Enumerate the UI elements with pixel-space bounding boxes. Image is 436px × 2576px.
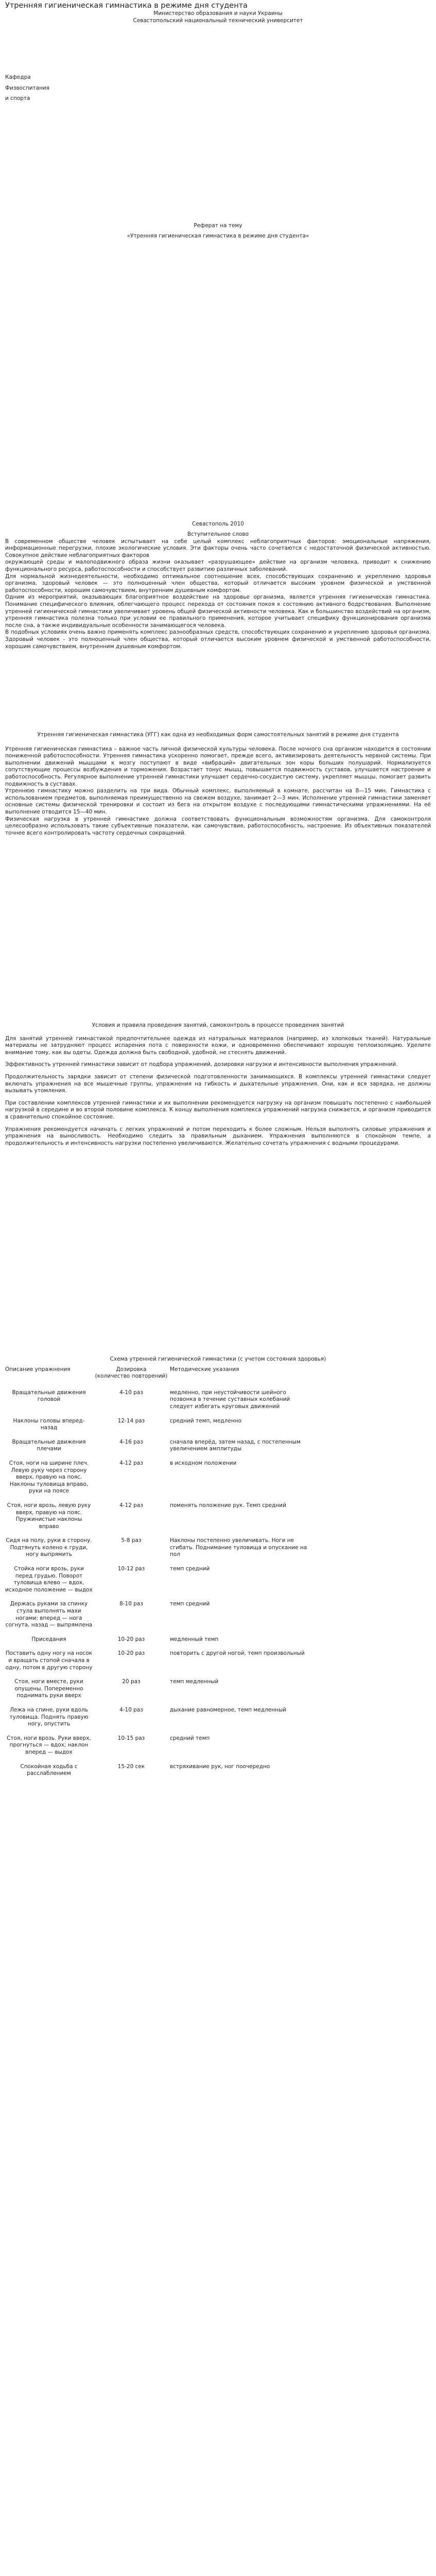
table-row: [5, 1764, 314, 1785]
exercise-cell: Стоя, ноги вместе, руки опущены. Попеременно поднимать руки вверх: [14, 1679, 83, 1699]
report-topic-title: «Утренняя гигиеническая гимнастика в режиме дня студента»: [127, 232, 309, 239]
notes-cell: медленно, при неустойчивости шейного позвонка в течение суставных колебаний следует избегать круговых движений: [170, 1389, 290, 1410]
paragraph: Продолжительность зарядки зависит от степени физической подготовленности занимающихся. В комплексы утренней гимнастики следует включать упражнения на все мышечные группы, упражнения на гибкость и дыхательные упражнения. Они, как и вся зарядка, не должны вызывать утомления.: [5, 1073, 431, 1094]
department-label: и спорта: [5, 95, 30, 102]
notes-cell: сначала вперёд, затем назад, с постепенным увеличением амплитуды: [170, 1438, 301, 1452]
paragraph: Утреннюю гимнастику можно разделить на три вида. Обычный комплекс, выполняемый в комнате, рассчитан на 8—15 мин. Гимнастика с использованием предметов, выполняемая преимущественно на свежем воздухе, занимает 2—3 мин. Исполнение утренней гимнастики заменяет основные системы физической тренировки и состоит из бега на открытом воздухе с последующими гимнастическими упражнениями. На её выполнение отводится 15—40 мин.: [5, 788, 431, 815]
intro-section: [5, 531, 431, 650]
paragraph: Эффективность утренней гимнастики зависит от подбора упражнений, дозировки нагрузки и интенсивности выполнения упражнений.: [5, 1061, 398, 1068]
intro-heading: Вступительное слово: [187, 531, 249, 537]
notes-cell: средний темп: [170, 1735, 210, 1741]
department-labels: [5, 74, 431, 103]
section-ugg: [5, 732, 431, 837]
dosage-cell: 10-20 раз: [117, 1636, 145, 1642]
dosage-cell: 4-12 раз: [119, 1502, 143, 1509]
section-heading: Условия и правила проведения занятий, самоконтроль в процессе проведения занятий: [92, 1022, 344, 1028]
column-header-exercise: Описание упражнения: [5, 1366, 71, 1372]
notes-cell: поменять положение рук. Темп средний: [170, 1502, 286, 1509]
notes-cell: медленный темп: [170, 1636, 219, 1642]
section-heading: Утренняя гигиеническая гимнастика (УГГ) как одна из необходимых форм самостоятельных занятий в режиме дня студента: [37, 732, 399, 738]
report-kind: Реферат на тему: [194, 223, 242, 229]
exercise-cell: Наклоны головы вперед-назад: [13, 1417, 85, 1431]
table-row: [5, 1707, 314, 1735]
dosage-cell: 4-16 раз: [119, 1438, 143, 1445]
dosage-cell: 4-12 раз: [119, 1460, 143, 1466]
city-year-text: Севастополь 2010: [192, 521, 244, 527]
exercise-cell: Стойка ноги врозь, руки перед грудью. Поворот туловища влево — вдох, исходное положение — выдох: [5, 1566, 93, 1593]
exercise-cell: Вращательные движения плечами: [12, 1438, 86, 1452]
column-header-dosage: Дозировка: [116, 1366, 147, 1372]
paragraph: В современном обществе человек испытывает на себе целый комплекс неблагоприятных факторов: эмоциональные напряжения, информационные перегрузки, плохие экологические условия. Эти факторы очень часто сочетаются с недостаточной физической активностью. Совокупное действие неблагоприятных факторов: [5, 538, 431, 558]
column-subheader-dosage: (количество повторений): [95, 1373, 168, 1380]
dosage-cell: 5-8 раз: [121, 1537, 142, 1544]
notes-cell: темп средний: [170, 1566, 210, 1572]
exercise-cell: Спокойная ходьба с расслаблением: [20, 1763, 78, 1777]
notes-cell: встряхивание рук, ног поочередно: [170, 1763, 270, 1770]
table-row: [5, 1679, 314, 1707]
dosage-cell: 8-10 раз: [119, 1601, 143, 1607]
column-header-notes: Методические указания: [170, 1366, 239, 1372]
notes-cell: в исходном положении: [170, 1460, 237, 1466]
exercise-cell: Лежа на спине, руки вдоль туловища. Поднять правую ногу, опустить: [9, 1706, 89, 1727]
dosage-cell: 12-14 раз: [117, 1417, 145, 1424]
table-row: [5, 1418, 314, 1439]
dosage-cell: 10-15 раз: [117, 1735, 145, 1741]
table-row: [5, 1650, 314, 1679]
notes-cell: темп медленный: [170, 1679, 219, 1685]
notes-cell: темп средний: [170, 1601, 210, 1607]
document-header: [5, 1, 431, 24]
exercise-cell: Держась руками за спинку стула выполнять махи ногами: вперед — нога согнута, назад — выпрямлена: [5, 1601, 93, 1629]
notes-cell: дыхание равномерное, темп медленный: [170, 1706, 287, 1713]
exercise-cell: Приседания: [31, 1636, 66, 1642]
notes-cell: повторить с другой ногой, темп произвольный: [170, 1650, 305, 1657]
paragraph: Одним из мероприятий, оказывающих благоприятное воздействие на здоровье организма, является утренняя гигиеническая гимнастика. Понимание специфического влияния, облегчающего процесс перехода от состояния покоя к состоянию активного бодрствования. Выполнение утренней гигиенической гимнастики увеличивает уровень общей физической активности человека. Как и большинство воздействий на организм, утренняя гимнастика полезна только при условии ее правильного применения, которое учитывает специфику функционирования организма после сна, а также индивидуальные особенности занимающегося человека.: [5, 594, 431, 629]
paragraph: Утренняя гигиеническая гимнастика – важное часть личной физической культуры человека. После ночного сна организм находится в состоянии пониженной работоспособности. Утренняя гимнастика ускоренно помогает, прежде всего, активизировать деятельность нервной системы. При выполнении движений мышцами к мозгу поступают в виде «вибраций» двигательных зон коры больших полушарий. Нормализуется сопутствующие процессы возбуждения и торможения. Возрастает тонус мышц, повышается подвижность суставов, улучшается настроение и работоспособность. Регулярное выполнение утренней гимнастики улучшает сердечно-сосудистую систему, укрепляет мышцы, помогает развить подвижность в суставах.: [5, 745, 431, 787]
dosage-cell: 15-20 сек: [117, 1763, 145, 1770]
paragraph: Упражнения рекомендуется начинать с легких упражнений и потом переходить к более сложным. Нельзя выполнять силовые упражнения и упражнения на выносливость. Необходимо следить за правильным дыханием. Упражнения выполняются в спокойном темпе, а продолжительность и интенсивность нагрузки постепенно увеличиваются. Желательно сочетать упражнения с водными процедурами.: [5, 1126, 431, 1146]
exercise-table: [5, 1366, 314, 1785]
dosage-cell: 4-10 раз: [119, 1389, 143, 1396]
table-row: [5, 1636, 314, 1651]
table-row: [5, 1735, 314, 1764]
paragraph: Для нормальной жизнедеятельности, необходимо оптимальное соотношение всех, способствующих сохранению и укреплению здоровья организма, здоровый человек — это полноценный член общества, который отличается высоким уровнем физической и умственной работоспособности, хорошим самочувствием, внутренним душевным комфортом.: [5, 573, 431, 594]
table-row: [5, 1537, 314, 1566]
table-row: [5, 1601, 314, 1636]
section-rules: [5, 1022, 431, 1147]
exercise-scheme: [5, 1356, 431, 1785]
dosage-cell: 20 раз: [122, 1679, 141, 1685]
dosage-cell: 10-20 раз: [117, 1650, 145, 1657]
table-row: [5, 1566, 314, 1601]
exercise-cell: Стоя, ноги на ширине плеч. Левую руку через сторону вверх, правую на пояс. Наклоны туловища вправо, руки на поясе: [9, 1460, 89, 1495]
exercise-cell: Поставить одну ногу на носок и вращать стопой сначала в одну, потом в другую сторону: [5, 1650, 93, 1671]
university-line: Севастопольский национальный технический университет: [133, 17, 303, 24]
paragraph: Физическая нагрузка в утренней гимнастике должна соответствовать функциональным возможностям организма. Для самоконтроля целесообразно использовать такие субъективные показатели, как самочувствие, работоспособность, настроение. Из объективных показателей точнее всего контролировать частоту сердечных сокращений.: [5, 816, 431, 836]
table-subheader-row: [5, 1373, 314, 1389]
table-row: [5, 1502, 314, 1537]
paragraph: Для занятий утренней гимнастикой предпочтительнее одежда из натуральных материалов (например, из хлопковых тканей). Натуральные материалы не затрудняют процесс испарения пота с поверхности кожи, и одновременно обеспечивают хорошую теплоизоляцию. Уделите внимание тому, как вы одеты. Одежда должна быть свободной, удобной, не стеснять движений.: [5, 1035, 431, 1056]
department-label: Физвоспитания: [5, 84, 50, 91]
department-label: Кафедра: [5, 74, 31, 80]
exercise-cell: Сидя на полу, руки в сторону. Подтянуть колено к груди, ногу выпрямить: [6, 1537, 92, 1558]
exercise-cell: Стоя, ноги врозь. Руки вверх, прогнуться — вдох; наклон вперед — выдох: [7, 1735, 91, 1755]
notes-cell: Наклоны постепенно увеличивать. Ноги не сгибать. Поднимание туловища и опускание на пол: [170, 1537, 307, 1558]
exercise-cell: Стоя, ноги врозь, левую руку вверх, правую на пояс. Пружинистые наклоны вправо: [7, 1502, 91, 1530]
table-row: [5, 1389, 314, 1418]
exercise-cell: Вращательные движения головой: [12, 1389, 86, 1403]
paragraph: При составлении комплексов утренней гимнастики и их выполнении рекомендуется нагрузку на организм повышать постепенно с наибольшей нагрузкой в середине и во второй половине комплекса. К концу выполнения комплекса упражнений нагрузка снижается, и организм приводится в сравнительно спокойное состояние.: [5, 1099, 431, 1120]
dosage-cell: 4-10 раз: [119, 1706, 143, 1713]
city-year: [5, 521, 431, 528]
paragraph: В подобных условиях очень важно применять комплекс разнообразных средств, способствующих сохранению и укреплению здоровья организма. Здоровый человек - это полноценный член общества, который отличается высоким уровнем физической и умственной работоспособности, хорошим самочувствием, внутренним душевным комфортом.: [5, 629, 431, 650]
table-row: [5, 1460, 314, 1502]
table-header-row: [5, 1366, 314, 1374]
scheme-heading: Схема утренней гигиенической гимнастики (с учетом состояния здоровья): [110, 1356, 326, 1362]
dosage-cell: 10-12 раз: [117, 1566, 145, 1572]
document-title: Утренняя гигиеническая гимнастика в режиме дня студента: [5, 2, 248, 10]
table-row: [5, 1439, 314, 1460]
notes-cell: средний темп, медленно: [170, 1417, 242, 1424]
ministry-line: Министерство образования и науки Украины: [153, 10, 283, 16]
report-topic: [5, 223, 431, 240]
paragraph: окружающей среды и малоподвижного образа жизни оказывает «разрушающее» действие на организм человека, приводит к снижению функционального ресурса, работоспособности и способствует развитию различных заболеваний.: [5, 559, 431, 572]
exercise-table-body: [5, 1389, 314, 1785]
